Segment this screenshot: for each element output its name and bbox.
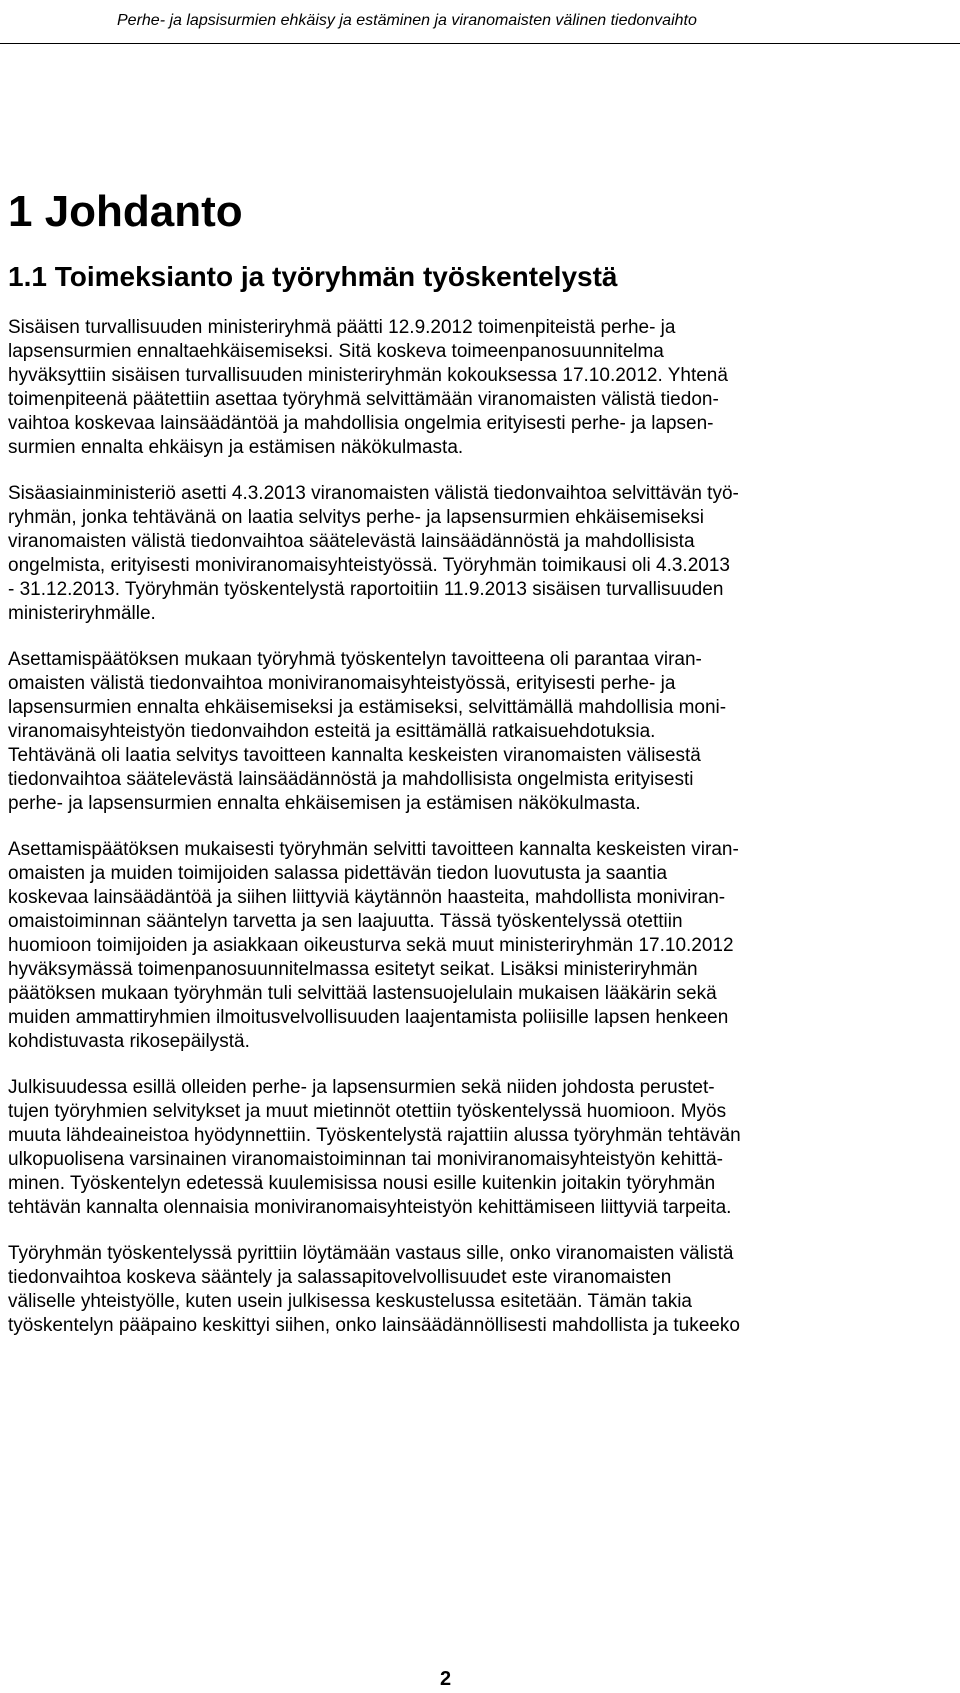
chapter-title: 1 Johdanto <box>8 187 243 236</box>
paragraph: Sisäasiainministeriö asetti 4.3.2013 viranomaisten välistä tiedonvaihtoa selvittävän työ- ryhmän, jonka tehtävänä on laatia selvitys perhe- ja lapsensurmien ehkäisemiseksi viranomaisten välistä tiedonvaihtoa säätelevästä lainsäädännöstä ja mahdollisista ongelmista, erityisesti moniviranomaisyhteistyössä. Työryhmän toimikausi oli 4.3.2013 - 31.12.2013. Työryhmän työskentelystä raportoitiin 11.9.2013 sisäisen turvallisuuden ministeriryhmälle. <box>8 483 739 624</box>
paragraph: Asettamispäätöksen mukaan työryhmä työskentelyn tavoitteena oli parantaa viran- omaisten välistä tiedonvaihtoa moniviranomaisyhteistyössä, erityisesti perhe- ja lapsensurmien ennalta ehkäisemiseksi ja estämiseksi, selvittämällä mahdollisia moni- viranomaisyhteistyön tiedonvaihdon esteitä ja esittämällä ratkaisuehdotuksia. Tehtävänä oli laatia selvitys tavoitteen kannalta keskeisten viranomaisten välisestä tiedonvaihtoa säätelevästä lainsäädännöstä ja mahdollisista ongelmista erityisesti perhe- ja lapsensurmien ennalta ehkäisemisen ja estämisen näkökulmasta. <box>8 649 727 814</box>
paragraph: Asettamispäätöksen mukaisesti työryhmän selvitti tavoitteen kannalta keskeisten viran- omaisten ja muiden toimijoiden salassa pidettävän tiedon luovutusta ja saantia koskevaa lainsäädäntöä ja siihen liittyviä käytännön haasteita, mahdollista moniviran- omaistoiminnan sääntelyn tarvetta ja sen laajuutta. Tässä työskentelyssä otettiin huomioon toimijoiden ja asiakkaan oikeusturva sekä muut ministeriryhmän 17.10.2012 hyväksymässä toimenpanosuunnitelmassa esitetyt seikat. Lisäksi ministeriryhmän päätöksen mukaan työryhmän tuli selvittää lastensuojelulain mukaisen lääkärin sekä muiden ammattiryhmien ilmoitusvelvollisuuden laajentamista poliisille lapsen henkeen kohdistuvasta rikosepäilystä. <box>8 839 739 1052</box>
page-content <box>8 186 956 1360</box>
running-header <box>0 0 960 44</box>
paragraph: Työryhmän työskentelyssä pyrittiin löytämään vastaus sille, onko viranomaisten välistä tiedonvaihtoa koskeva sääntely ja salassapitovelvollisuudet este viranomaisten väliselle yhteistyölle, kuten usein julkisessa keskustelussa esitetään. Tämän takia työskentelyn pääpaino keskittyi siihen, onko lainsäädännöllisesti mahdollista ja tukeeko <box>8 1243 740 1336</box>
paragraph: Sisäisen turvallisuuden ministeriryhmä päätti 12.9.2012 toimenpiteistä perhe- ja lapsensurmien ennaltaehkäisemiseksi. Sitä koskeva toimeenpanosuunnitelma hyväksyttiin sisäisen turvallisuuden ministeriryhmän kokouksessa 17.10.2012. Yhtenä toimenpiteenä päätettiin asettaa työryhmä selvittämään viranomaisten välistä tiedon- vaihtoa koskevaa lainsäädäntöä ja mahdollisia ongelmia erityisesti perhe- ja lapsen- surmien ennalta ehkäisyn ja estämisen näkökulmasta. <box>8 317 728 458</box>
section-title: 1.1 Toimeksianto ja työryhmän työskentelystä <box>8 261 618 292</box>
page-number: 2 <box>440 1668 452 1690</box>
body-text <box>8 316 956 1338</box>
running-header-title: Perhe- ja lapsisurmien ehkäisy ja estäminen ja viranomaisten välinen tiedonvaihto <box>117 12 697 29</box>
paragraph: Julkisuudessa esillä olleiden perhe- ja lapsensurmien sekä niiden johdosta perustet- tujen työryhmien selvitykset ja muut mietinnöt otettiin työskentelyssä huomioon. Myös muuta lähdeaineistoa hyödynnettiin. Työskentelystä rajattiin alussa työryhmän tehtävän ulkopuolisena varsinainen viranomaistoiminnan tai moniviranomaisyhteistyön kehittä- minen. Työskentelyn edetessä kuulemisissa nousi esille kuitenkin joitakin työryhmän tehtävän kannalta olennaisia moniviranomaisyhteistyön kehittämiseen liittyviä tarpeita. <box>8 1077 741 1218</box>
